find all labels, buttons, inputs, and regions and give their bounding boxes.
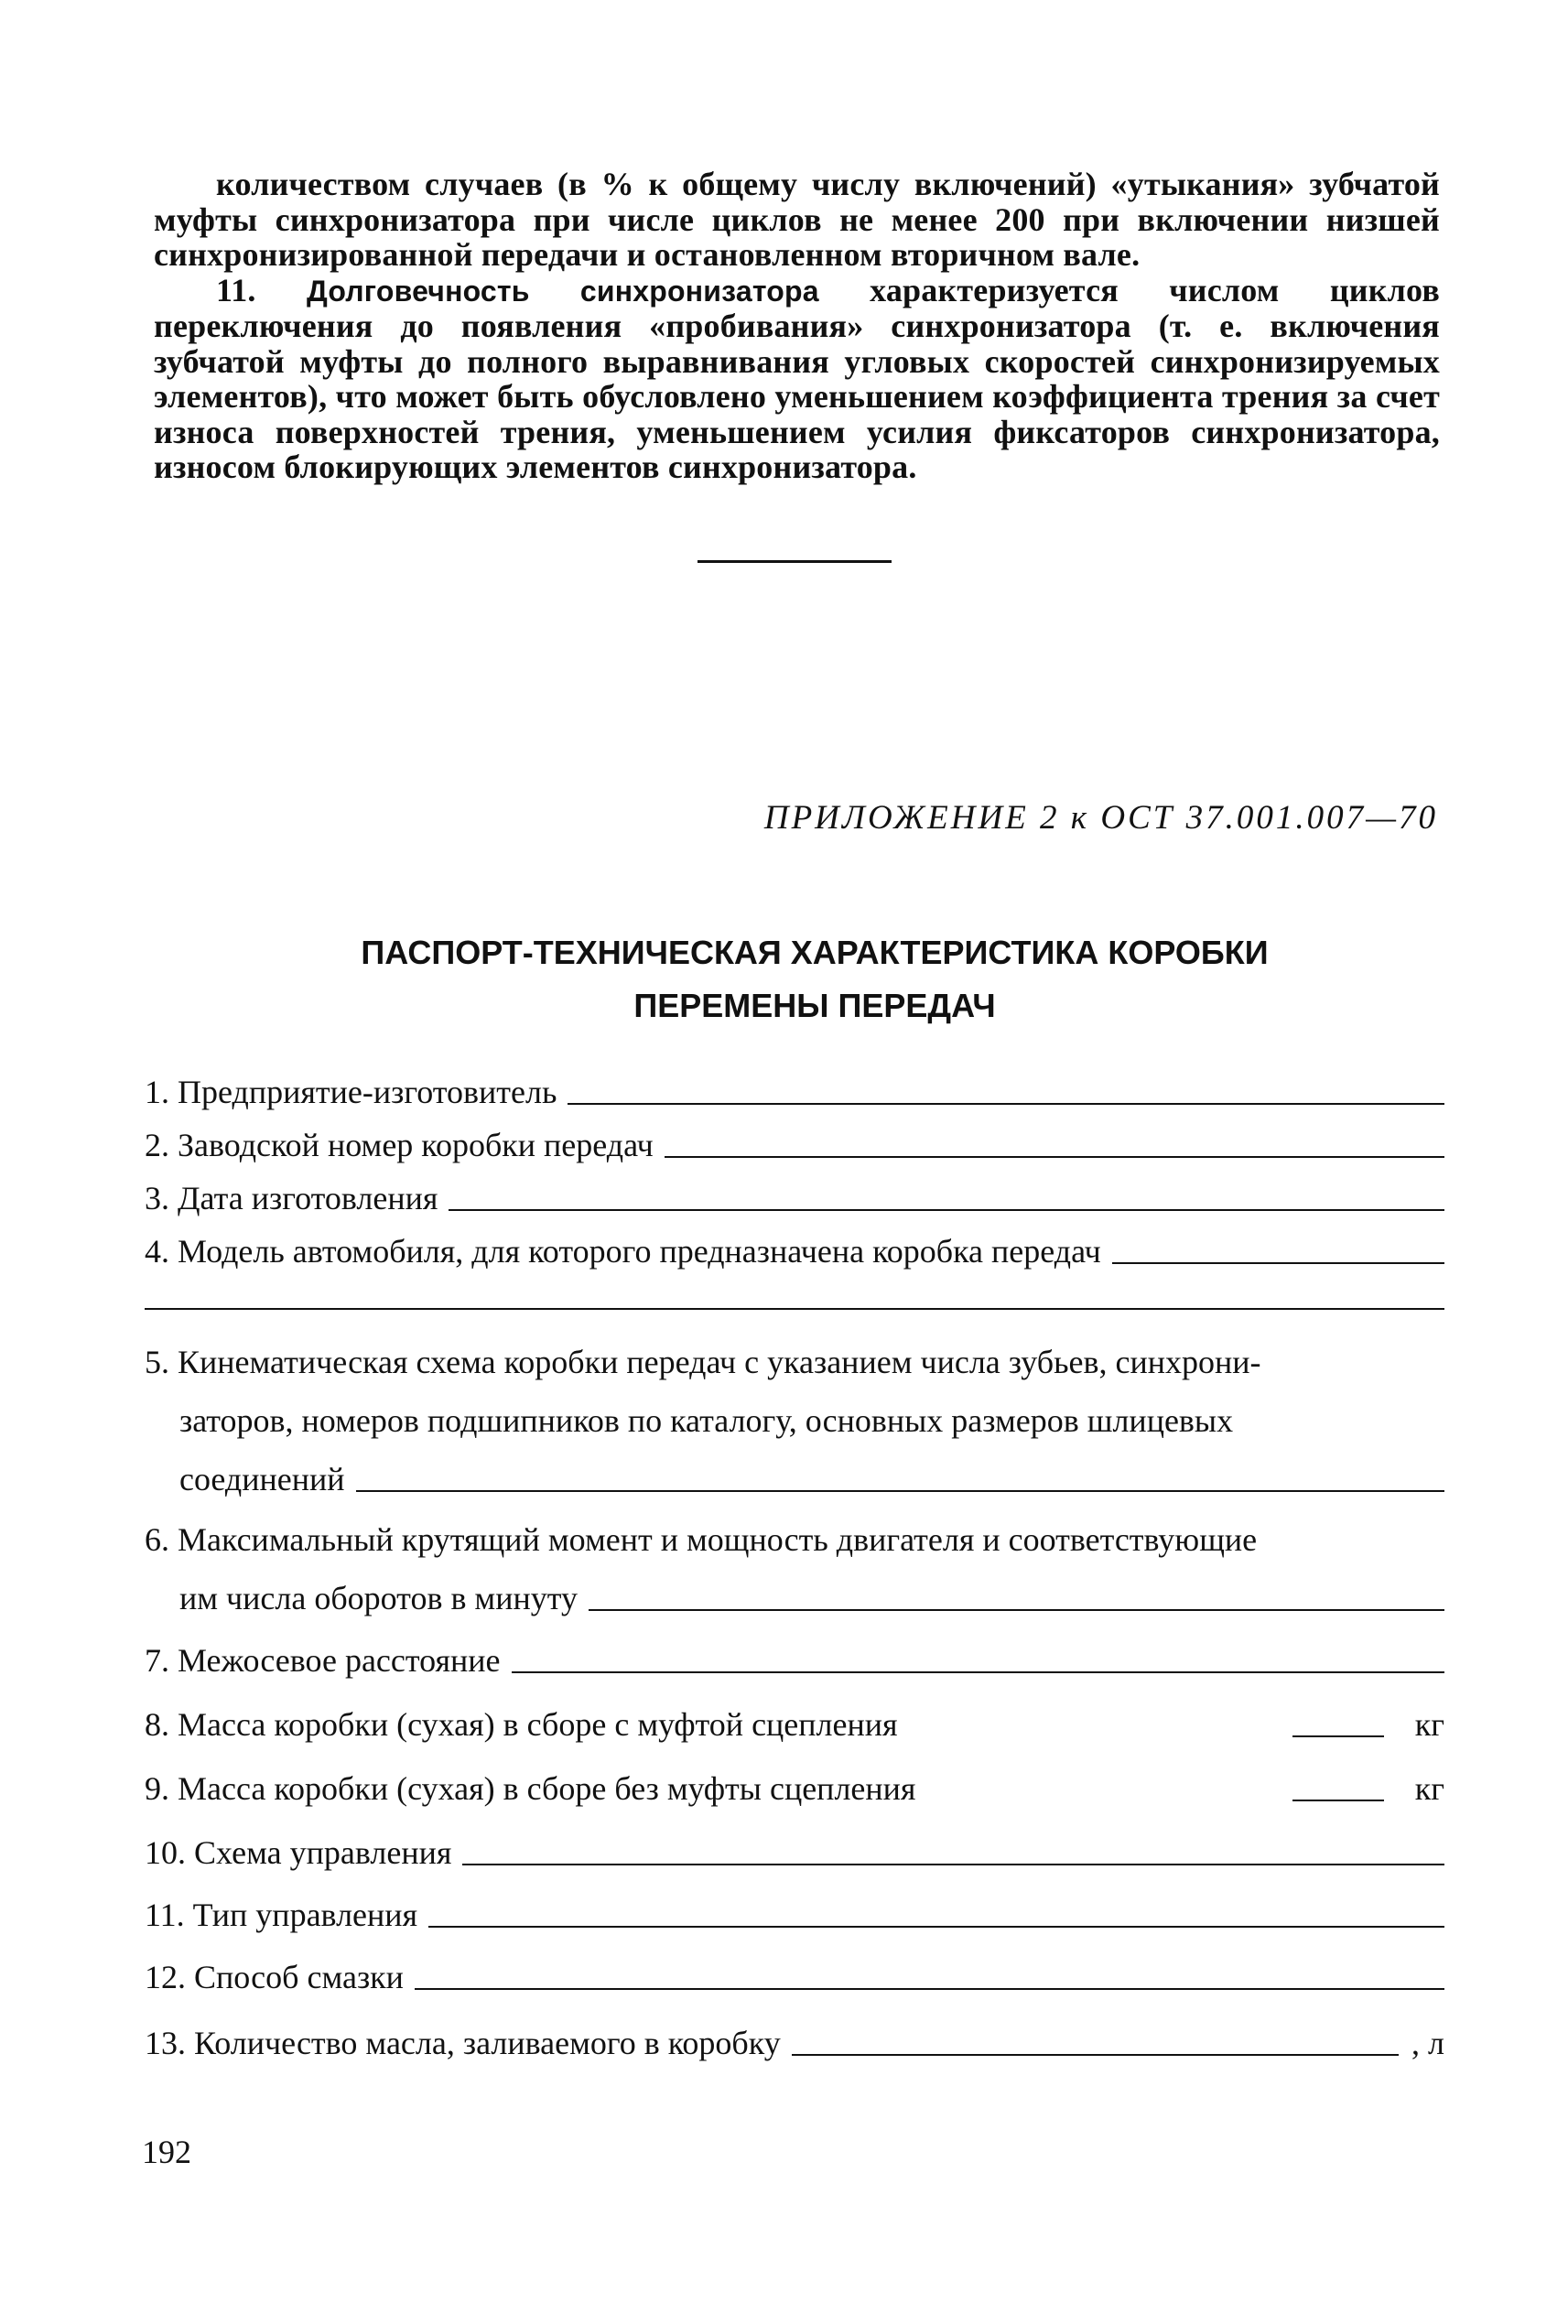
- item-6-line-2: [145, 1579, 1444, 1617]
- item-label: Модель автомобиля, для которого предназначена коробка передач: [178, 1233, 1101, 1270]
- item-number: 7.: [145, 1642, 169, 1679]
- fill-line[interactable]: [428, 1925, 1444, 1928]
- fill-line[interactable]: [415, 1987, 1444, 1990]
- form-item-11: [145, 1896, 1444, 1934]
- fill-line[interactable]: [792, 2053, 1399, 2056]
- form-item-1: [145, 1073, 1444, 1111]
- item-6-line-1: [145, 1520, 1444, 1559]
- form-item-3: [145, 1179, 1444, 1217]
- fill-line[interactable]: [356, 1489, 1444, 1492]
- fill-line[interactable]: [449, 1208, 1444, 1211]
- item-label: Тип управления: [192, 1897, 418, 1933]
- item-number: 4.: [145, 1233, 169, 1270]
- unit-label: , л: [1411, 2025, 1444, 2061]
- item-label: Дата изготовления: [178, 1180, 438, 1216]
- fill-line[interactable]: [665, 1155, 1444, 1158]
- paragraph-number: 11.: [216, 271, 256, 308]
- fill-line[interactable]: [1112, 1261, 1444, 1264]
- item-number: 6.: [145, 1521, 169, 1558]
- title-line-2: ПЕРЕМЕНЫ ПЕРЕДАЧ: [633, 987, 996, 1024]
- item-label-continued: заторов, номеров подшипников по каталогу, основных размеров шлицевых: [179, 1402, 1234, 1439]
- passport-form: [145, 1073, 1444, 2062]
- item-number: 13.: [145, 2025, 186, 2061]
- fill-line[interactable]: [512, 1670, 1444, 1673]
- item-number: 9.: [145, 1770, 169, 1807]
- item-label: Максимальный крутящий момент и мощность двигателя и соответствующие: [178, 1521, 1258, 1558]
- form-item-10: [145, 1833, 1444, 1872]
- intro-paragraph-2: [154, 273, 1440, 485]
- item-label: Масса коробки (сухая) в сборе с муфтой сцепления: [178, 1706, 898, 1743]
- fill-line[interactable]: [1292, 1735, 1384, 1737]
- item-number: 1.: [145, 1074, 169, 1110]
- item-label: Способ смазки: [194, 1959, 404, 1995]
- item-5-line-3: [145, 1460, 1444, 1498]
- item-number: 3.: [145, 1180, 169, 1216]
- fill-line[interactable]: [568, 1102, 1444, 1105]
- form-item-7: [145, 1641, 1444, 1680]
- item-label: Кинематическая схема коробки передач с указанием числа зубьев, синхрони-: [178, 1344, 1261, 1380]
- item-label-continued: им числа оборотов в минуту: [179, 1580, 579, 1616]
- form-item-8: [145, 1705, 1444, 1744]
- term-durability: Долговечность синхронизатора: [306, 274, 819, 308]
- fill-line-full[interactable]: [145, 1307, 1444, 1310]
- item-label: Масса коробки (сухая) в сборе без муфты сцепления: [178, 1770, 916, 1807]
- form-item-9: [145, 1769, 1444, 1808]
- form-item-12: [145, 1958, 1444, 1996]
- fill-line[interactable]: [589, 1608, 1444, 1611]
- item-label: Межосевое расстояние: [178, 1642, 501, 1679]
- form-item-4: [145, 1232, 1444, 1270]
- item-label: Количество масла, заливаемого в коробку: [194, 2025, 781, 2061]
- form-item-6: [145, 1520, 1444, 1617]
- title-line-1: ПАСПОРТ-ТЕХНИЧЕСКАЯ ХАРАКТЕРИСТИКА КОРОБКИ: [361, 934, 1269, 971]
- page-number: 192: [142, 2134, 191, 2170]
- intro-paragraph-1: количеством случаев (в % к общему числу включений) «утыкания» зубчатой муфты синхронизатора при числе циклов не менее 200 при включении низшей синхронизированной передачи и остановленном вторичном вале.: [154, 166, 1440, 273]
- item-number: 11.: [145, 1897, 185, 1933]
- form-item-2: [145, 1126, 1444, 1164]
- item-label: Предприятие-изготовитель: [178, 1074, 557, 1110]
- document-title: [275, 926, 1355, 1032]
- section-separator: [697, 560, 892, 563]
- item-number: 2.: [145, 1127, 169, 1163]
- paragraph-body: характеризуется числом циклов переключения до появления «пробивания» синхронизатора (т. е. включения зубчатой муфты до полного выравнивания угловых скоростей синхронизируемых элементов), что может быть обусловлено уменьшением коэффициента трения за счет износа поверхностей трения, уменьшением усилия фиксаторов синхронизатора, износом блокирующих элементов синхронизатора.: [154, 271, 1441, 485]
- appendix-heading: ПРИЛОЖЕНИЕ 2 к ОСТ 37.001.007—70: [763, 799, 1438, 837]
- form-item-13: [145, 2024, 1444, 2062]
- fill-line[interactable]: [462, 1863, 1444, 1865]
- item-5-line-2: [145, 1401, 1444, 1440]
- item-5-line-1: [145, 1343, 1444, 1381]
- item-label: Схема управления: [194, 1834, 452, 1871]
- fill-line[interactable]: [1292, 1799, 1384, 1801]
- item-number: 5.: [145, 1344, 169, 1380]
- unit-label: кг: [1414, 1706, 1444, 1743]
- item-label-continued: соединений: [179, 1461, 345, 1497]
- item-label: Заводской номер коробки передач: [178, 1127, 654, 1163]
- item-number: 10.: [145, 1834, 186, 1871]
- intro-text: [154, 167, 1440, 485]
- unit-label: кг: [1414, 1770, 1444, 1807]
- item-number: 8.: [145, 1706, 169, 1743]
- form-item-5: [145, 1343, 1444, 1498]
- item-number: 12.: [145, 1959, 186, 1995]
